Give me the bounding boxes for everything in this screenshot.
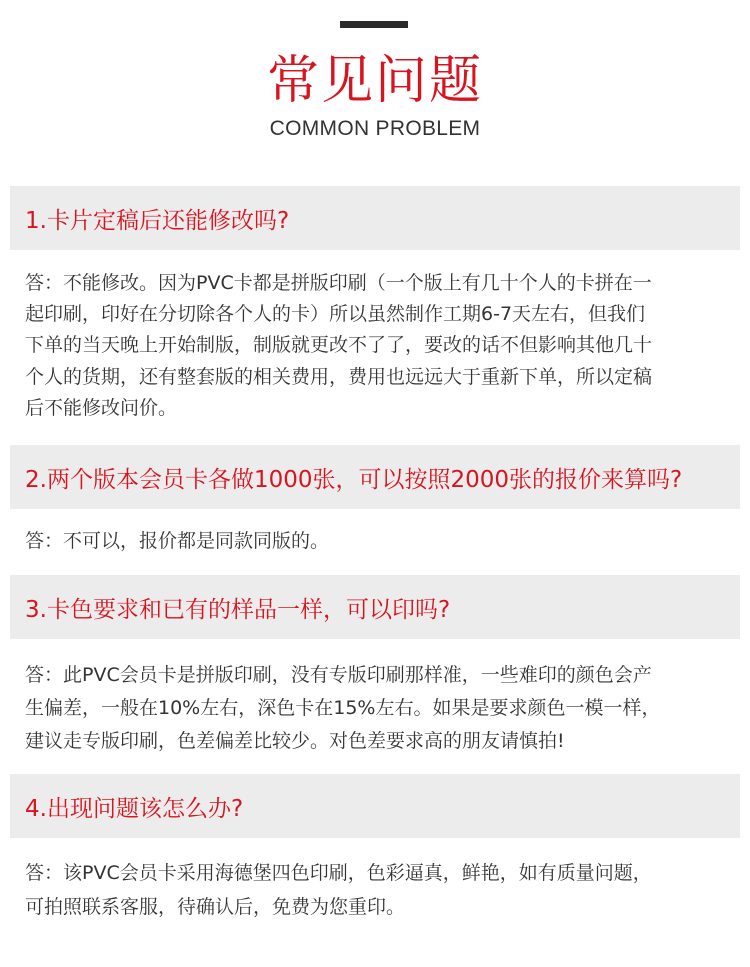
answer-line: 答：该PVC会员卡采用海德堡四色印刷，色彩逼真，鲜艳，如有质量问题， [25, 862, 652, 884]
answer-line: 后不能修改问价。 [25, 396, 178, 419]
faq-question-2: 2.两个版本会员卡各做1000张，可以按照2000张的报价来算吗? [10, 445, 740, 509]
faq-answer-2 [25, 526, 730, 556]
answer-line: 答：不能修改。因为PVC卡都是拼版印刷（一个版上有几十个人的卡拼在一 [25, 272, 652, 294]
answer-line: 起印刷，印好在分切除各个人的卡）所以虽然制作工期6-7天左右，但我们 [25, 303, 646, 326]
faq-question-3: 3.卡色要求和已有的样品一样，可以印吗? [10, 575, 740, 639]
faq-question-1: 1.卡片定稿后还能修改吗? [10, 186, 740, 250]
answer-line: 下单的当天晚上开始制版，制版就更改不了了，要改的话不但影响其他几十 [25, 334, 653, 357]
faq-answer-4 [25, 856, 730, 924]
faq-question-4: 4.出现问题该怎么办? [10, 774, 740, 838]
answer-line: 个人的货期，还有整套版的相关费用，费用也远远大于重新下单，所以定稿 [25, 365, 653, 388]
page-title: 常见问题 [266, 51, 483, 111]
faq-answer-1 [25, 268, 730, 424]
page-subtitle: COMMON PROBLEM [269, 117, 481, 140]
header-divider-bar [340, 21, 408, 28]
answer-line: 可拍照联系客服，待确认后，免费为您重印。 [25, 896, 406, 918]
answer-line: 答：不可以，报价都是同款同版的。 [25, 530, 330, 552]
answer-line: 建议走专版印刷，色差偏差比较少。对色差要求高的朋友请慎拍! [25, 730, 565, 752]
faq-answer-3 [25, 659, 730, 758]
answer-line: 生偏差，一般在10%左右，深色卡在15%左右。如果是要求颜色一模一样， [25, 697, 661, 719]
answer-line: 答：此PVC会员卡是拼版印刷，没有专版印刷那样准，一些难印的颜色会产 [25, 664, 652, 686]
